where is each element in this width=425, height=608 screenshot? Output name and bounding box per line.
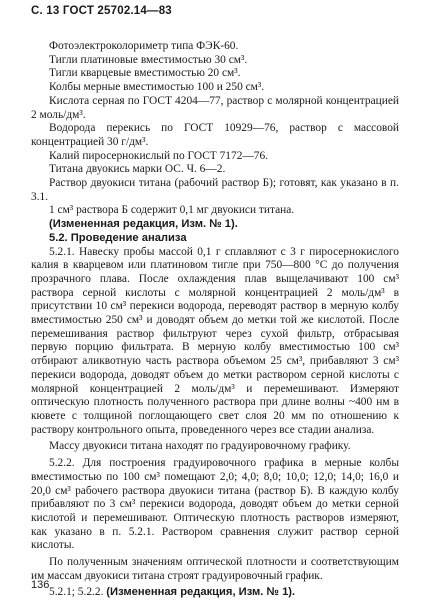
amendment-note: (Измененная редакция, Изм. № 1). [49,218,238,231]
solution-b-content: 1 см³ раствора Б содержит 0,1 мг двуокиси титана. [49,204,295,217]
page-header: С. 13 ГОСТ 25702.14—83 [31,5,172,17]
equipment-photocolorimeter: Фотоэлектроколориметр типа ФЭК-60. [49,40,239,52]
equipment-volumetric-flasks: Колбы мерные вместимостью 100 и 250 см³. [49,81,265,94]
document-body [31,40,399,600]
equipment-quartz-crucibles: Тигли кварцевые вместимостью 20 см³. [49,67,241,80]
final-amendment-note [31,586,399,600]
reagent-sulfuric-acid: Кислота серная по ГОСТ 4204—77, раствор с молярной концентрацией 2 моль/дм³. [31,94,399,121]
reagent-hydrogen-peroxide: Водорода перекись по ГОСТ 10929—76, раствор с массовой концентрацией 30 г/дм³. [31,122,399,148]
solution-b-preparation: Раствор двуокиси титана (рабочий раствор Б); готовят, как указано в п. 3.1. [31,177,399,203]
section-heading: 5.2. Проведение анализа [49,231,187,244]
calibration-note: Массу двуокиси титана находят по градуировочному графику. [49,440,351,453]
equipment-platinum-crucibles: Тигли платиновые вместимостью 30 см³. [49,53,248,66]
procedure-paragraph: 5.2.1. Навеску пробы массой 0,1 г сплавляют с 3 г пиросернокислого калия в кварцевом или платиновом тигле при 750—800 °С до получения прозрачного плава. После охлаждения плав выщелачивают 100 см³ раствора серной кислоты с молярной концентрацией 2 моль/дм³ в присутствии 10 см³ перекиси водорода, переводят раствор в мерную колбу вместимостью 250 см³ и доводят объем до метки той же кислотой. После перемешивания раствор фильтруют через сухой фильтр, отбрасывая первую порцию фильтрата. В мерную колбу вместимостью 100 см³ отбирают аликвотную часть раствора объемом 25 см³, прибавляют 3 см³ перекиси водорода, доводят объем до метки раствором серной кислоты с молярной концентрацией 2 моль/дм³ и перемешивают. Измеряют оптическую плотность полученного раствора при длине волны ~400 нм в кювете с толщиной поглощающего свет слоя 20 мм по отношению к раствору контрольного опыта, проведенного через все стадии анализа. [31,245,399,436]
clause-reference: 5.2.1; 5.2.2. [49,586,104,599]
page-number: 136 [31,579,50,591]
calibration-paragraph: 5.2.2. Для построения градуировочного графика в мерные колбы вместимостью по 100 см³ помещают 2,0; 4,0; 8,0; 10,0; 12,0; 14,0; 16,0 и 20,0 см³ рабочего раствора двуокиси титана (раствор Б). В каждую колбу прибавляют по 3 см³ перекиси водорода, доводят объем до метки серной кислотой и перемешивают. Оптическую плотность растворов измеряют, как указано в п. 5.2.1. Раствором сравнения служит раствор серной кислоты. [31,457,399,552]
calibration-graph-paragraph: По полученным значениям оптической плотности и соответствующим им массам двуокиси титана строят градуировочный график. [31,556,399,582]
final-amendment-label: (Измененная редакция, Изм. № 1). [106,586,296,599]
reagent-titanium-dioxide: Титана двуокись марки ОС. Ч. 6—2. [49,163,226,176]
reagent-potassium-pyrosulfate: Калий пиросернокислый по ГОСТ 7172—76. [49,149,269,162]
